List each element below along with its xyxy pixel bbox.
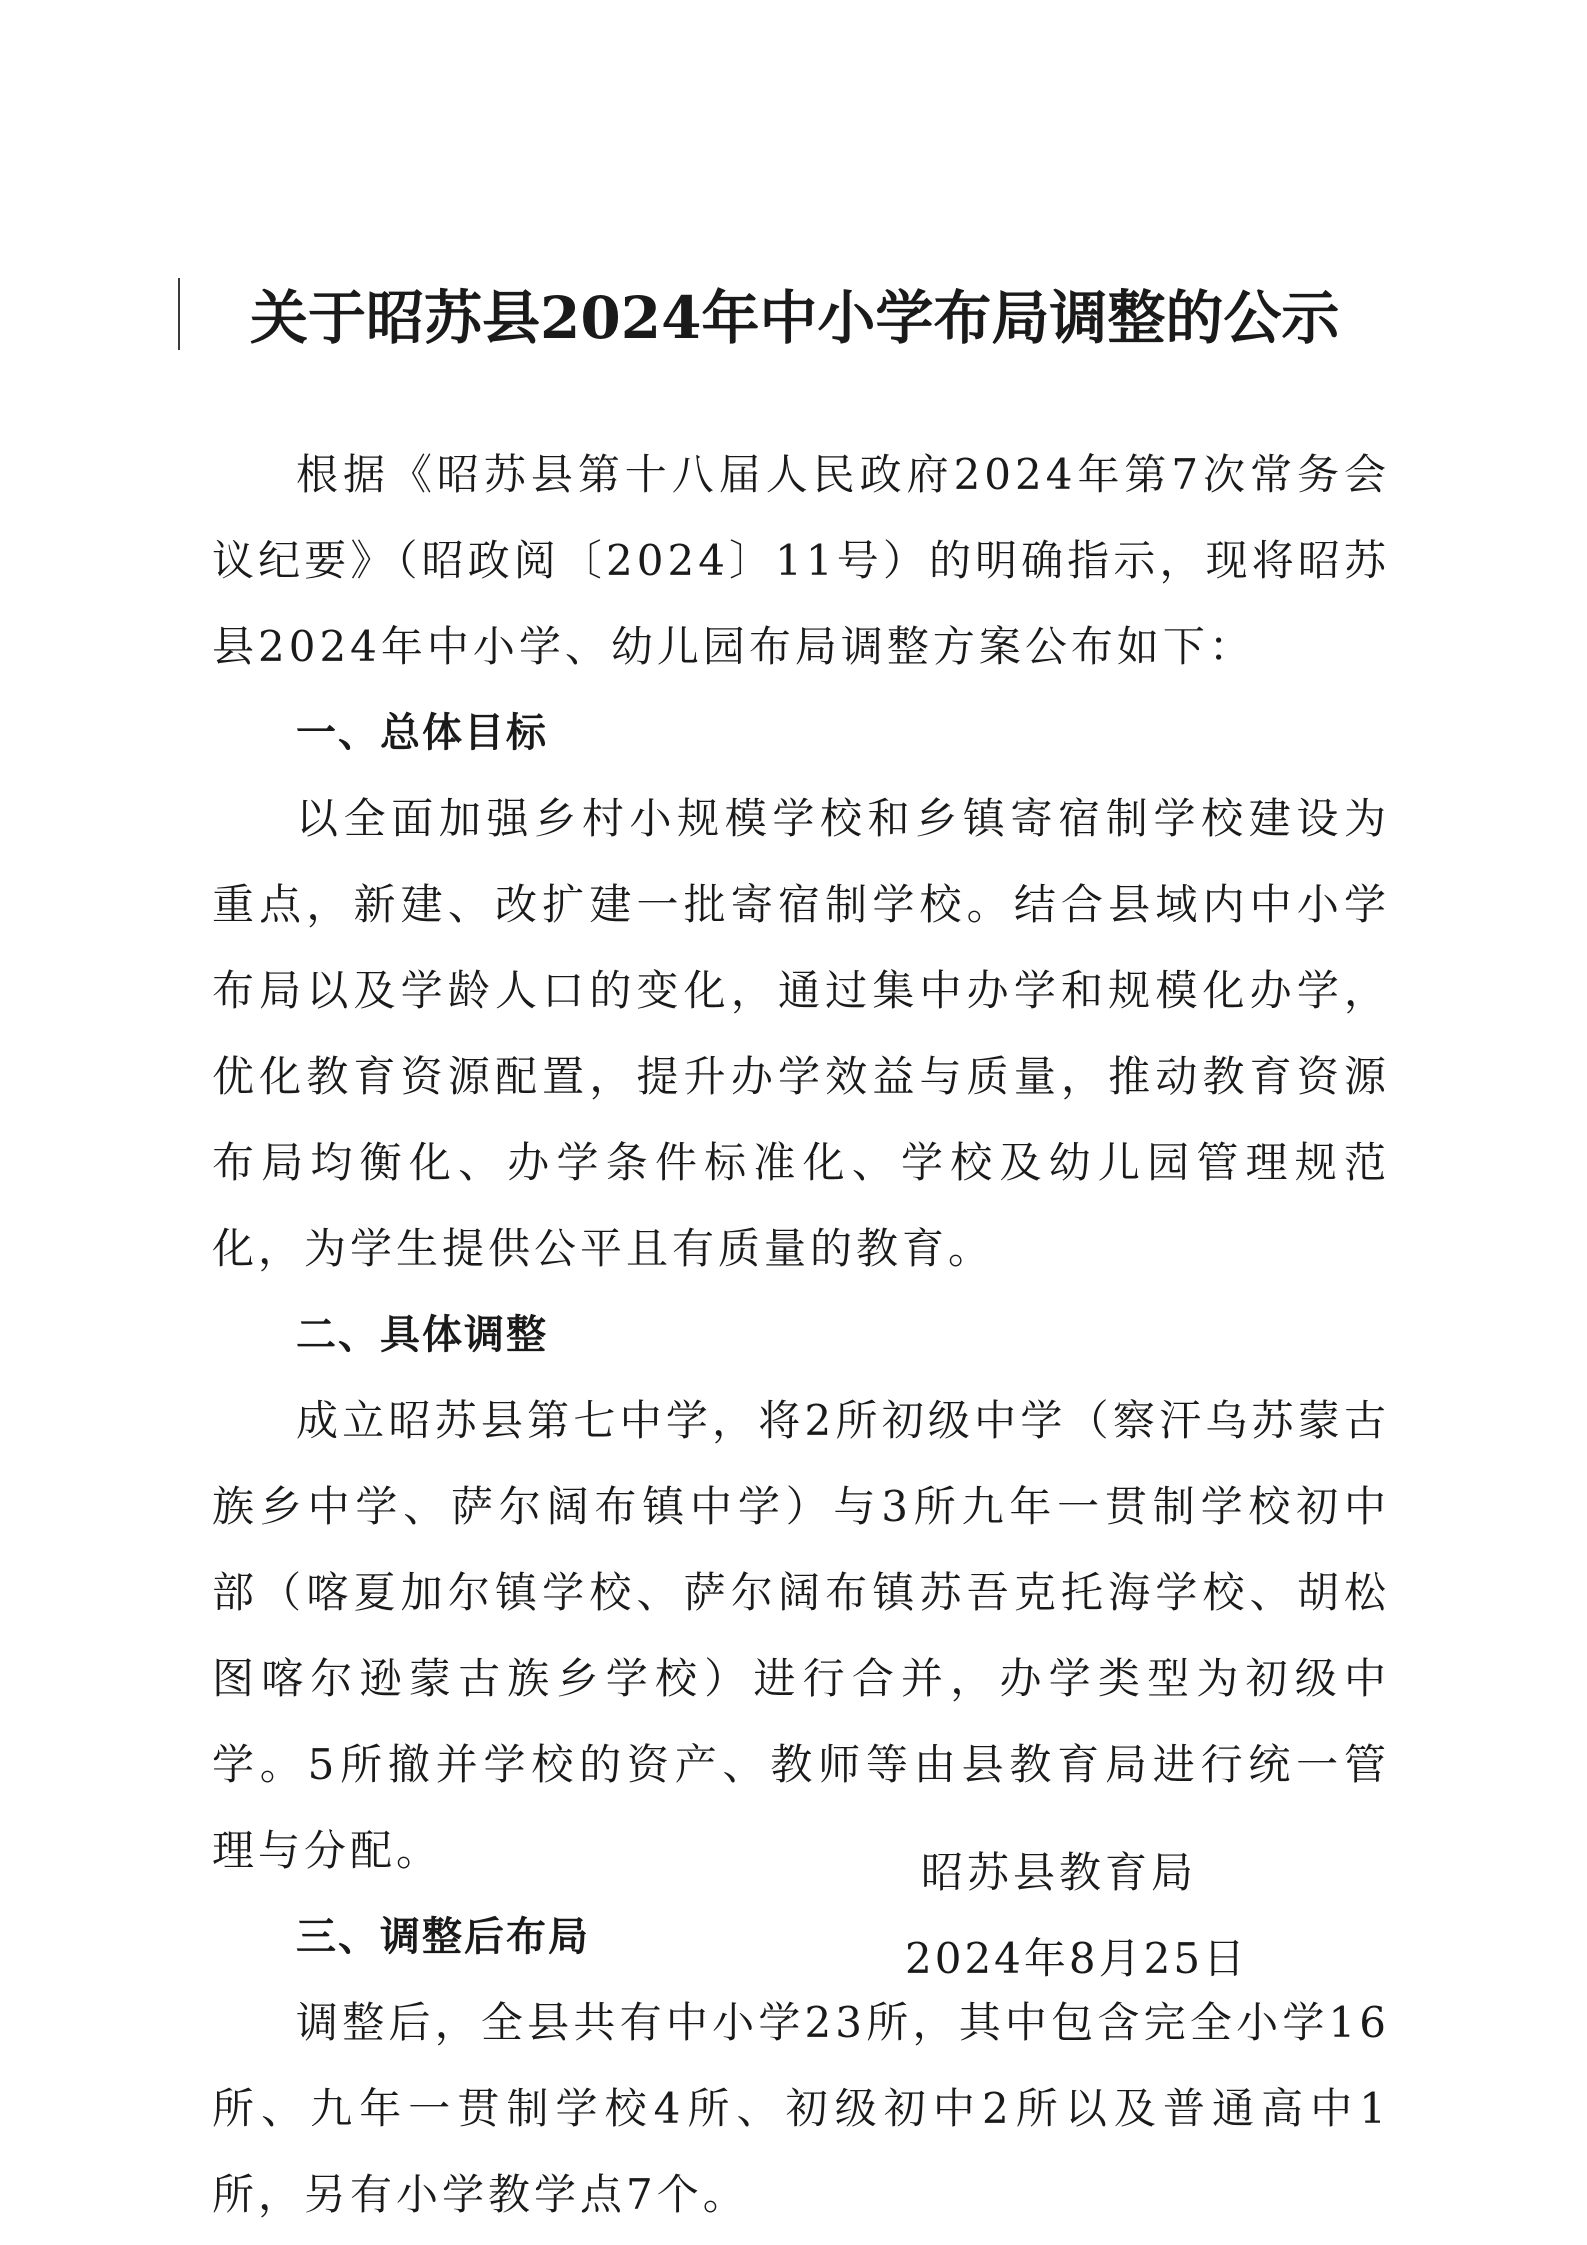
margin-rule: [178, 278, 180, 350]
signature-organization: 昭苏县教育局: [921, 1848, 1198, 1897]
document-title: 关于昭苏县2024年中小学布局调整的公示: [250, 284, 1340, 352]
section-heading-specific-adjustment: 二、具体调整: [296, 1312, 548, 1358]
section-body-specific-adjustment: 成立昭苏县第七中学，将2所初级中学（察汗乌苏蒙古族乡中学、萨尔阔布镇中学）与3所九年一贯制学校初中部（喀夏加尔镇学校、萨尔阔布镇苏吾克托海学校、胡松图喀尔逊蒙古族乡学校）进行合并，办学类型为初级中学。5所撤并学校的资产、教师等由县教育局进行统一管理与分配。: [212, 1396, 1390, 1875]
section-heading-overall-goal: 一、总体目标: [296, 710, 548, 756]
section-body-overall-goal: 以全面加强乡村小规模学校和乡镇寄宿制学校建设为重点，新建、改扩建一批寄宿制学校。结合县域内中小学布局以及学龄人口的变化，通过集中办学和规模化办学，优化教育资源配置，提升办学效益与质量，推动教育资源布局均衡化、办学条件标准化、学校及幼儿园管理规范化，为学生提供公平且有质量的教育。: [212, 794, 1390, 1273]
section-body-layout-after-adjustment: 调整后，全县共有中小学23所，其中包含完全小学16所、九年一贯制学校4所、初级初中2所以及普通高中1所，另有小学教学点7个。: [212, 1998, 1390, 2219]
section-heading-layout-after-adjustment: 三、调整后布局: [296, 1914, 590, 1960]
intro-paragraph: 根据《昭苏县第十八届人民政府2024年第7次常务会议纪要》（昭政阅〔2024〕11号）的明确指示，现将昭苏县2024年中小学、幼儿园布局调整方案公布如下：: [212, 450, 1390, 671]
signature-date: 2024年8月25日: [905, 1934, 1249, 1983]
signature-block: [905, 1830, 1325, 2002]
